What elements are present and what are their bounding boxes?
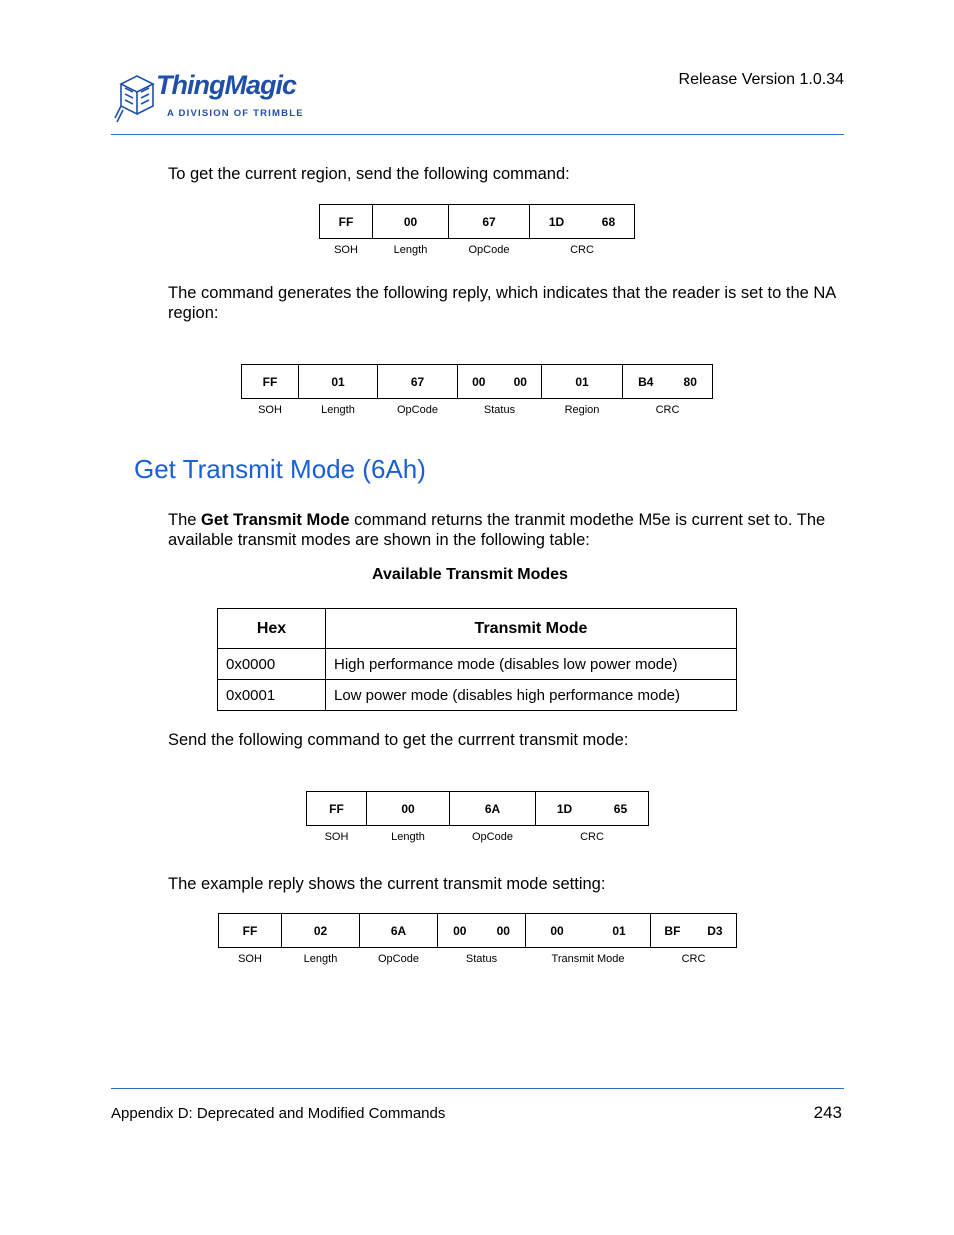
cell-hex: 0x0001 — [218, 680, 326, 711]
label-crc: CRC — [655, 404, 680, 416]
mode-byte: 00 — [550, 923, 564, 938]
label-soh: SOH — [334, 244, 358, 256]
label-crc: CRC — [570, 244, 594, 256]
label-soh: SOH — [258, 404, 282, 416]
table-header-row — [218, 609, 737, 649]
label-status: Status — [483, 404, 516, 416]
command-get-region — [319, 204, 635, 257]
label-soh: SOH — [324, 831, 349, 843]
cell-mode: High performance mode (disables low power mode) — [326, 649, 737, 680]
footer-rule — [111, 1088, 844, 1089]
label-crc: CRC — [681, 953, 706, 965]
release-version: Release Version 1.0.34 — [678, 71, 844, 88]
crc-byte: 65 — [613, 801, 628, 816]
label-length: Length — [321, 404, 355, 416]
field-transmit-mode — [526, 914, 651, 948]
label-opcode: OpCode — [472, 831, 513, 843]
label-region: Region — [564, 404, 600, 416]
crc-byte: 80 — [683, 374, 697, 389]
example-reply-text: The example reply shows the current transmit mode setting: — [168, 875, 606, 893]
field-crc — [530, 205, 635, 239]
label-length: Length — [391, 831, 425, 843]
label-opcode: OpCode — [468, 244, 510, 256]
label-length: Length — [303, 953, 338, 965]
field-crc — [623, 365, 713, 399]
table-row — [218, 680, 737, 711]
label-transmit-mode: Transmit Mode — [551, 953, 625, 965]
crc-byte: 1D — [556, 801, 573, 816]
mode-byte: 01 — [612, 923, 626, 938]
thingmagic-logo — [113, 70, 313, 126]
logo-wordmark: ThingMagic — [156, 70, 296, 100]
field-status — [438, 914, 526, 948]
footer-chapter: Appendix D: Deprecated and Modified Commands — [111, 1105, 446, 1122]
field-soh: FF — [219, 914, 282, 948]
field-soh: FF — [242, 365, 299, 399]
transmit-modes-table — [217, 608, 737, 711]
crc-byte: D3 — [707, 923, 723, 938]
label-opcode: OpCode — [378, 953, 419, 965]
field-opcode: 6A — [450, 792, 536, 826]
label-opcode: OpCode — [397, 404, 438, 416]
label-soh: SOH — [238, 953, 262, 965]
crc-byte: 1D — [548, 214, 565, 229]
field-opcode: 67 — [378, 365, 458, 399]
field-length: 00 — [367, 792, 450, 826]
status-byte: 00 — [472, 374, 486, 389]
crc-byte: BF — [664, 923, 681, 938]
crc-byte: B4 — [638, 374, 654, 389]
status-byte: 00 — [513, 374, 527, 389]
field-opcode: 67 — [449, 205, 530, 239]
field-opcode: 6A — [360, 914, 438, 948]
send-command-text: Send the following command to get the currrent transmit mode: — [168, 731, 629, 749]
label-length: Length — [393, 244, 428, 256]
logo-tagline: A DIVISION OF TRIMBLE — [167, 108, 304, 119]
table-title: Available Transmit Modes — [372, 566, 568, 583]
page-number: 243 — [813, 1103, 842, 1122]
description-text — [168, 510, 838, 550]
column-header-hex: Hex — [218, 609, 326, 649]
field-soh: FF — [320, 205, 373, 239]
field-length: 00 — [373, 205, 449, 239]
reply-region — [241, 364, 713, 417]
field-length: 02 — [282, 914, 360, 948]
cell-mode: Low power mode (disables high performance mode) — [326, 680, 737, 711]
section-title: Get Transmit Mode (6Ah) — [134, 454, 426, 484]
column-header-mode: Transmit Mode — [326, 609, 737, 649]
field-length: 01 — [299, 365, 378, 399]
rfid-cube-icon — [113, 70, 157, 126]
reply-transmit-mode — [218, 913, 737, 966]
intro-text: To get the current region, send the following command: — [168, 165, 570, 183]
table-row — [218, 649, 737, 680]
label-status: Status — [465, 953, 498, 965]
field-soh: FF — [307, 792, 367, 826]
command-name: Get Transmit Mode — [201, 511, 350, 529]
reply-text: The command generates the following reply, which indicates that the reader is set to the NA region: — [168, 284, 836, 322]
description-pre: The — [168, 511, 202, 529]
command-get-transmit-mode — [306, 791, 649, 844]
status-byte: 00 — [453, 923, 467, 938]
cell-hex: 0x0000 — [218, 649, 326, 680]
status-byte: 00 — [496, 923, 510, 938]
field-status — [458, 365, 542, 399]
field-region: 01 — [542, 365, 623, 399]
crc-byte: 68 — [601, 214, 616, 229]
field-crc — [651, 914, 737, 948]
field-crc — [536, 792, 649, 826]
label-crc: CRC — [580, 831, 604, 843]
header-rule — [111, 134, 844, 135]
description-post: command returns the tranmit modethe M5e is current set to. The available transmit modes are shown in the following table: — [168, 511, 826, 549]
